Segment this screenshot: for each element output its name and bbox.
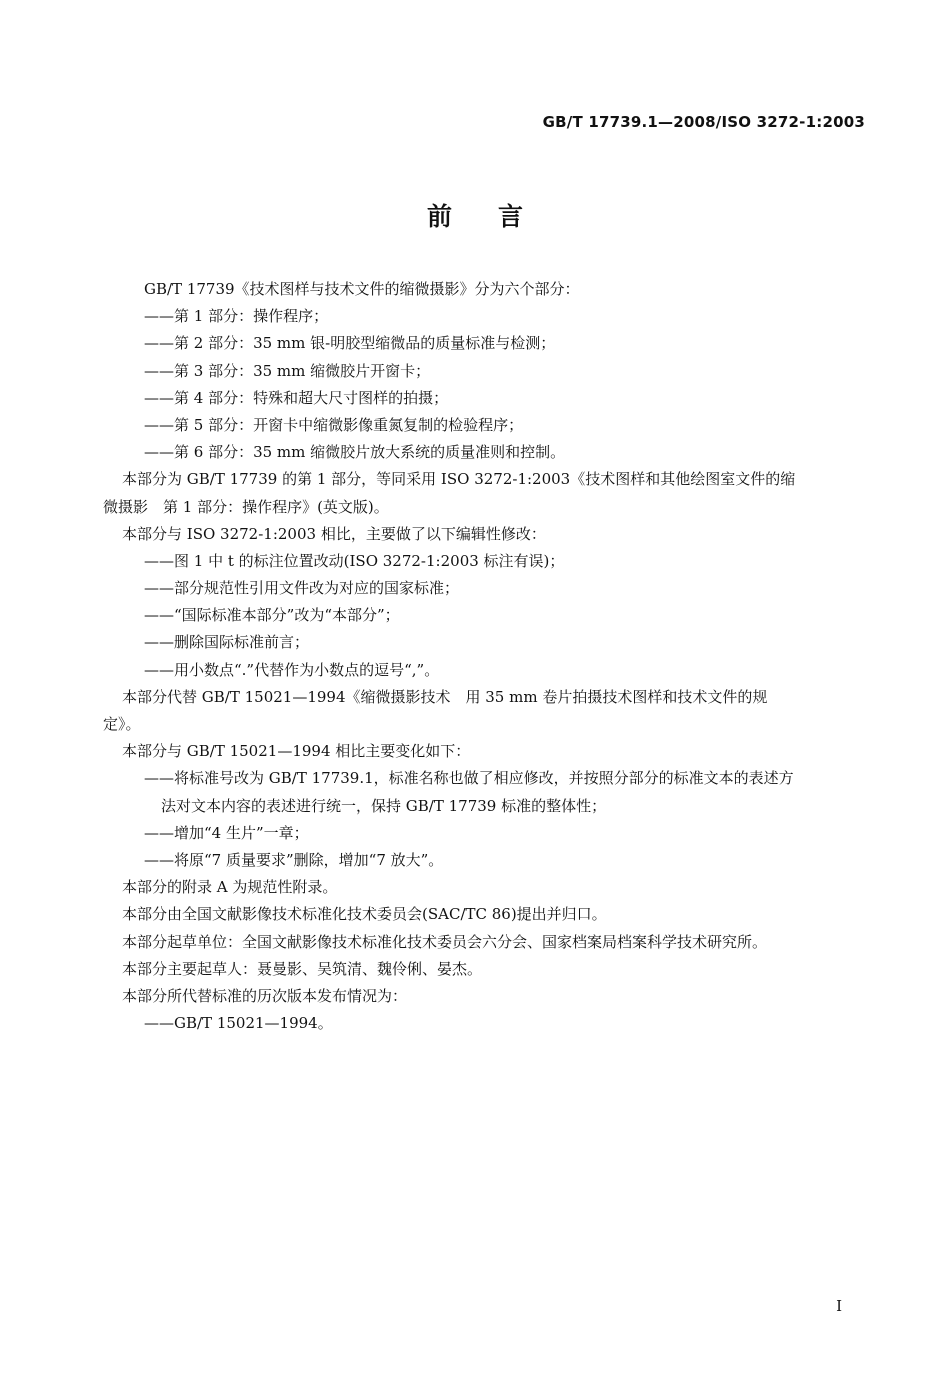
list-item: ——增加“4 生片”一章； <box>144 823 309 842</box>
paragraph: 本部分的附录 A 为规范性附录。 <box>122 878 338 897</box>
list-item: ——第 5 部分：开窗卡中缩微影像重氮复制的检验程序； <box>144 415 524 434</box>
paragraph: 本部分为 GB/T 17739 的第 1 部分，等同采用 ISO 3272-1:2003《技术图样和其他绘图室文件的缩 <box>122 470 796 489</box>
list-item-continuation: 法对文本内容的表述进行统一，保持 GB/T 17739 标准的整体性； <box>161 796 607 815</box>
list-item: ——部分规范性引用文件改为对应的国家标准； <box>144 579 460 598</box>
paragraph: 本部分与 ISO 3272-1:2003 相比，主要做了以下编辑性修改： <box>122 524 546 543</box>
paragraph: 本部分由全国文献影像技术标准化技术委员会(SAC/TC 86)提出并归口。 <box>122 905 607 924</box>
list-item: ——第 2 部分：35 mm 银-明胶型缩微品的质量标准与检测； <box>144 334 556 353</box>
list-item: ——图 1 中 t 的标注位置改动(ISO 3272-1:2003 标注有误)； <box>144 551 565 570</box>
list-item: ——第 1 部分：操作程序； <box>144 307 329 326</box>
standard-code: GB/T 17739.1—2008/ISO 3272-1:2003 <box>542 113 865 131</box>
intro-paragraph: GB/T 17739《技术图样与技术文件的缩微摄影》分为六个部分： <box>144 280 580 298</box>
list-item: ——删除国际标准前言； <box>144 633 310 652</box>
paragraph: 本部分所代替标准的历次版本发布情况为： <box>122 986 408 1005</box>
list-item: ——第 3 部分：35 mm 缩微胶片开窗卡； <box>144 361 431 380</box>
list-item: ——“国际标准本部分”改为“本部分”； <box>144 606 400 625</box>
paragraph: 本部分主要起草人：聂曼影、吴筑清、魏伶俐、晏杰。 <box>122 959 483 978</box>
page-number: I <box>836 1297 842 1315</box>
list-item: ——第 4 部分：特殊和超大尺寸图样的拍摄； <box>144 388 449 407</box>
list-item: ——GB/T 15021—1994。 <box>144 1014 333 1033</box>
paragraph-continuation: 微摄影 第 1 部分：操作程序》(英文版)。 <box>103 497 389 516</box>
paragraph: 本部分代替 GB/T 15021—1994《缩微摄影技术 用 35 mm 卷片拍摄技术图样和技术文件的规 <box>122 687 768 706</box>
list-item: ——用小数点“.”代替作为小数点的逗号“,”。 <box>144 660 440 679</box>
list-item: ——将原“7 质量要求”删除，增加“7 放大”。 <box>144 850 444 869</box>
paragraph: 本部分起草单位：全国文献影像技术标准化技术委员会六分会、国家档案局档案科学技术研究所。 <box>122 932 768 951</box>
document-body <box>103 276 868 1037</box>
list-item: ——第 6 部分：35 mm 缩微胶片放大系统的质量准则和控制。 <box>144 443 566 462</box>
page-title: 前言 <box>426 202 569 231</box>
paragraph: 本部分与 GB/T 15021—1994 相比主要变化如下： <box>122 742 471 761</box>
list-item: ——将标准号改为 GB/T 17739.1，标准名称也做了相应修改，并按照分部分的标准文本的表述方 <box>144 769 794 788</box>
paragraph-continuation: 定》。 <box>103 715 141 733</box>
